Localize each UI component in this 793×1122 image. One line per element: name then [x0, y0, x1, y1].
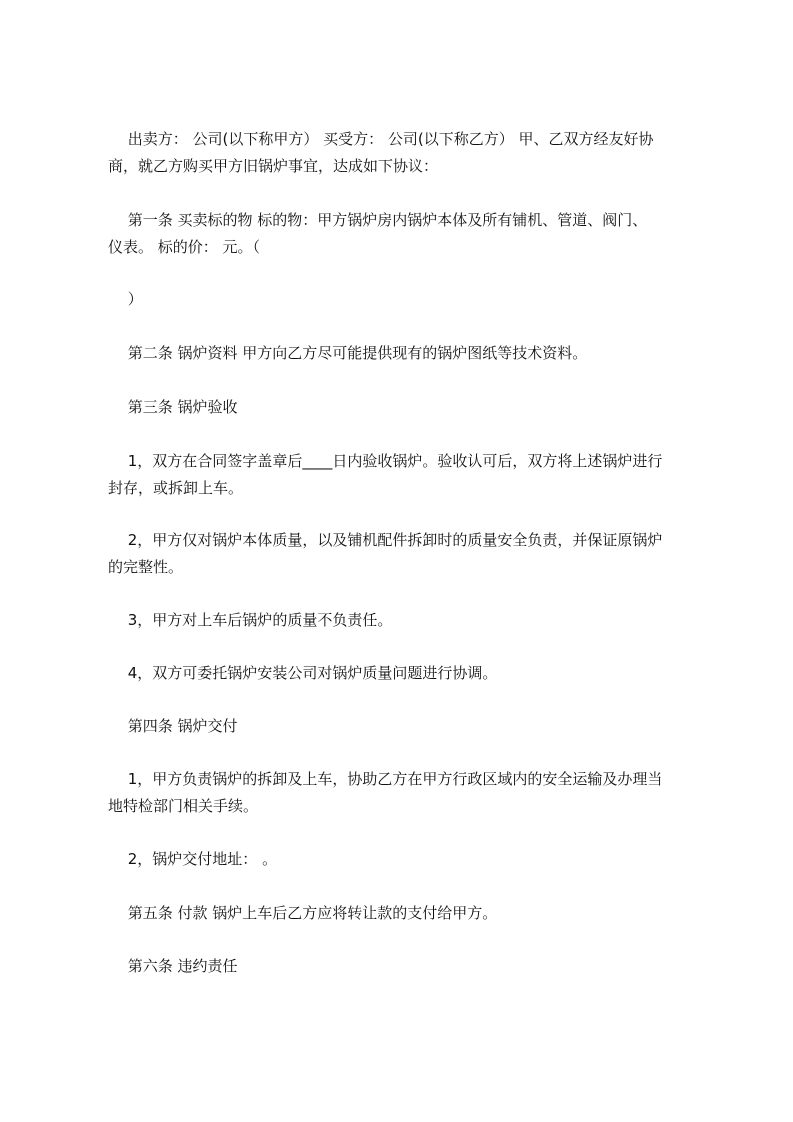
- text-line: 第二条 锅炉资料 甲方向乙方尽可能提供现有的锅炉图纸等技术资料。: [108, 344, 588, 362]
- text-line: 第四条 锅炉交付: [108, 717, 238, 735]
- text-line: 2，甲方仅对锅炉本体质量，以及铺机配件拆卸时的质量安全负责，并保证原锅炉: [108, 531, 663, 549]
- text-line: 第一条 买卖标的物 标的物：甲方锅炉房内锅炉本体及所有铺机、管道、阀门、: [108, 211, 648, 229]
- text-line: 第三条 锅炉验收: [108, 398, 238, 416]
- paragraph-article-3-item-2: [108, 527, 712, 581]
- text-line: 的完整性。: [108, 558, 184, 576]
- heading-article-4: [108, 713, 712, 740]
- paragraph-article-2: [108, 340, 712, 367]
- text-line: 第五条 付款 锅炉上车后乙方应将转让款的支付给甲方。: [108, 904, 498, 922]
- paragraph-article-3-item-4: [108, 660, 712, 687]
- text-line: 封存，或拆卸上车。: [108, 479, 244, 497]
- text-line: 商，就乙方购买甲方旧锅炉事宜，达成如下协议：: [108, 157, 439, 175]
- text-line: 第六条 违约责任: [108, 957, 238, 975]
- paragraph-parties: [108, 126, 712, 180]
- paragraph-article-3-item-1: [108, 448, 712, 502]
- paragraph-closing-paren: [108, 286, 712, 313]
- paragraph-article-3-item-3: [108, 607, 712, 634]
- text-line: 地特检部门相关手续。: [108, 797, 259, 815]
- heading-article-3: [108, 394, 712, 421]
- text-line: ）: [108, 290, 143, 308]
- text-line: 出卖方： 公司(以下称甲方） 买受方： 公司(以下称乙方） 甲、乙双方经友好协: [108, 130, 654, 148]
- text-line: 3，甲方对上车后锅炉的质量不负责任。: [108, 611, 393, 629]
- paragraph-article-4-item-2: [108, 846, 712, 873]
- text-line: 2，锅炉交付地址： 。: [108, 850, 278, 868]
- text-line: 4，双方可委托锅炉安装公司对锅炉质量问题进行协调。: [108, 664, 498, 682]
- text-line: 仪表。 标的价： 元。（: [108, 238, 261, 256]
- paragraph-article-4-item-1: [108, 766, 712, 820]
- heading-article-6: [108, 953, 712, 980]
- paragraph-article-1: [108, 207, 712, 261]
- text-line: 1，双方在合同签字盖章后____日内验收锅炉。验收认可后，双方将上述锅炉进行: [108, 452, 663, 470]
- paragraph-article-5: [108, 900, 712, 927]
- text-line: 1，甲方负责锅炉的拆卸及上车，协助乙方在甲方行政区域内的安全运输及办理当: [108, 770, 663, 788]
